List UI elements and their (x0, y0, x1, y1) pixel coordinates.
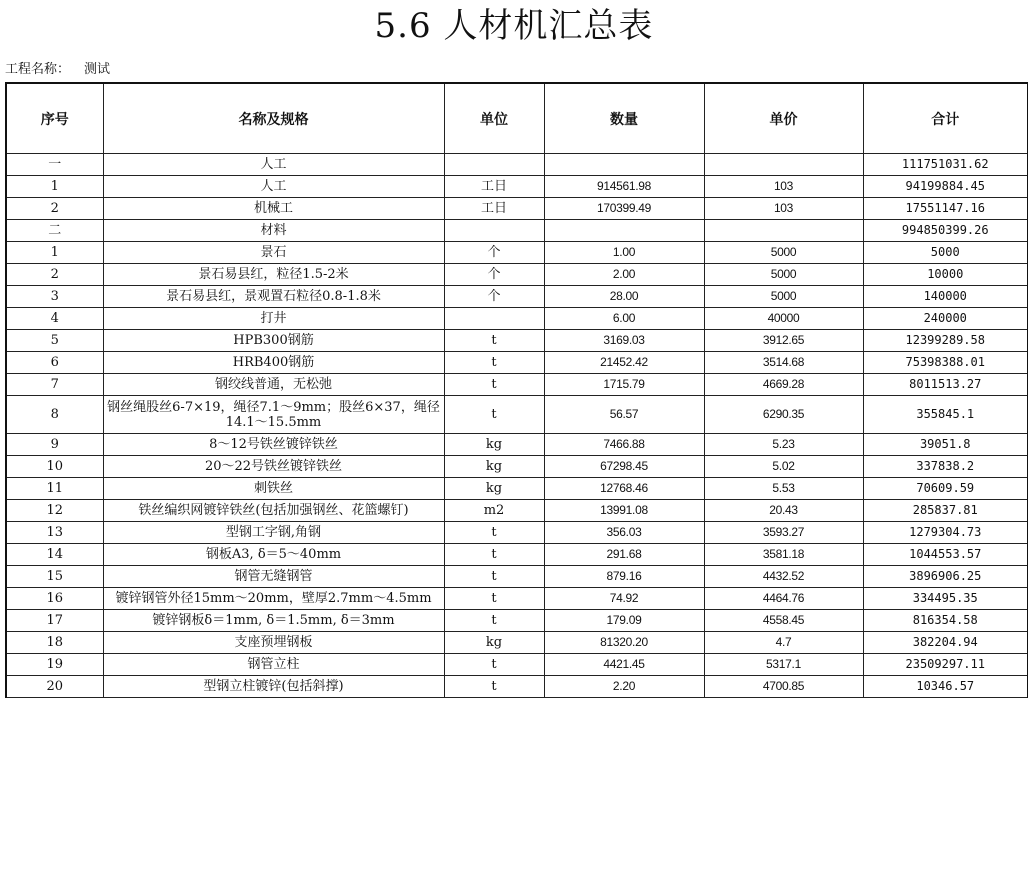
cell-unit-price: 6290.35 (704, 396, 863, 434)
project-name-label: 工程名称： (5, 62, 71, 77)
cell-unit: kg (444, 456, 544, 478)
cell-unit-price: 5317.1 (704, 654, 863, 676)
cell-index: 17 (6, 610, 103, 632)
cell-unit-price (704, 154, 863, 176)
cell-name-spec: 20～22号铁丝镀锌铁丝 (103, 456, 444, 478)
cell-name-spec: 景石 (103, 242, 444, 264)
cell-index: 16 (6, 588, 103, 610)
project-name-value: 测试 (84, 62, 111, 77)
cell-unit (444, 154, 544, 176)
header-unit: 单位 (444, 83, 544, 154)
cell-unit-price: 3514.68 (704, 352, 863, 374)
table-row (6, 676, 1028, 698)
cell-unit-price: 40000 (704, 308, 863, 330)
cell-unit-price: 5.23 (704, 434, 863, 456)
cell-total: 334495.35 (863, 588, 1028, 610)
cell-quantity: 6.00 (544, 308, 704, 330)
cell-total: 94199884.45 (863, 176, 1028, 198)
cell-quantity: 356.03 (544, 522, 704, 544)
cell-unit-price (704, 220, 863, 242)
cell-name-spec: 人工 (103, 154, 444, 176)
cell-unit-price: 103 (704, 198, 863, 220)
cell-index: 15 (6, 566, 103, 588)
cell-name-spec: 打井 (103, 308, 444, 330)
cell-unit-price: 4700.85 (704, 676, 863, 698)
cell-quantity: 3169.03 (544, 330, 704, 352)
cell-index: 11 (6, 478, 103, 500)
table-row (6, 352, 1028, 374)
table-row (6, 522, 1028, 544)
cell-index: 1 (6, 242, 103, 264)
cell-name-spec: 型钢工字钢,角钢 (103, 522, 444, 544)
cell-unit-price: 5.02 (704, 456, 863, 478)
cell-name-spec: 铁丝编织网镀锌铁丝(包括加强钢丝、花篮螺钉) (103, 500, 444, 522)
cell-unit: t (444, 330, 544, 352)
cell-name-spec: 材料 (103, 220, 444, 242)
cell-index: 一 (6, 154, 103, 176)
cell-quantity: 13991.08 (544, 500, 704, 522)
cell-index: 7 (6, 374, 103, 396)
cell-quantity: 1715.79 (544, 374, 704, 396)
cell-total: 1044553.57 (863, 544, 1028, 566)
cell-name-spec: HRB400钢筋 (103, 352, 444, 374)
cell-total: 111751031.62 (863, 154, 1028, 176)
cell-quantity: 21452.42 (544, 352, 704, 374)
cell-total: 285837.81 (863, 500, 1028, 522)
cell-total: 39051.8 (863, 434, 1028, 456)
cell-index: 18 (6, 632, 103, 654)
cell-index: 10 (6, 456, 103, 478)
cell-name-spec: 镀锌钢板δ＝1mm, δ＝1.5mm, δ＝3mm (103, 610, 444, 632)
cell-unit-price: 4669.28 (704, 374, 863, 396)
cell-index: 20 (6, 676, 103, 698)
cell-name-spec: 钢管无缝钢管 (103, 566, 444, 588)
cell-unit-price: 5000 (704, 286, 863, 308)
summary-table (5, 82, 1028, 698)
cell-unit-price: 20.43 (704, 500, 863, 522)
cell-unit-price: 5000 (704, 264, 863, 286)
cell-quantity: 291.68 (544, 544, 704, 566)
cell-total: 12399289.58 (863, 330, 1028, 352)
cell-index: 二 (6, 220, 103, 242)
cell-quantity: 179.09 (544, 610, 704, 632)
cell-unit-price: 3581.18 (704, 544, 863, 566)
cell-unit-price: 4432.52 (704, 566, 863, 588)
cell-total: 355845.1 (863, 396, 1028, 434)
cell-index: 14 (6, 544, 103, 566)
cell-unit-price: 5.53 (704, 478, 863, 500)
cell-quantity: 12768.46 (544, 478, 704, 500)
cell-name-spec: 8～12号铁丝镀锌铁丝 (103, 434, 444, 456)
cell-name-spec: 钢丝绳股丝6-7×19，绳径7.1～9mm；股丝6×37，绳径14.1～15.5mm (103, 396, 444, 434)
cell-total: 3896906.25 (863, 566, 1028, 588)
cell-unit: 工日 (444, 176, 544, 198)
cell-total: 75398388.01 (863, 352, 1028, 374)
cell-total: 337838.2 (863, 456, 1028, 478)
cell-quantity: 879.16 (544, 566, 704, 588)
table-row (6, 456, 1028, 478)
header-name-spec: 名称及规格 (103, 83, 444, 154)
cell-total: 17551147.16 (863, 198, 1028, 220)
cell-quantity: 67298.45 (544, 456, 704, 478)
table-row (6, 632, 1028, 654)
cell-total: 10346.57 (863, 676, 1028, 698)
page-title: 5.6 人材机汇总表 (374, 6, 654, 46)
table-row (6, 566, 1028, 588)
cell-name-spec: 钢管立柱 (103, 654, 444, 676)
table-row (6, 330, 1028, 352)
cell-unit: m2 (444, 500, 544, 522)
cell-total: 994850399.26 (863, 220, 1028, 242)
cell-unit: 工日 (444, 198, 544, 220)
cell-quantity: 56.57 (544, 396, 704, 434)
table-row (6, 220, 1028, 242)
cell-unit: 个 (444, 242, 544, 264)
cell-name-spec: 镀锌钢管外径15mm～20mm，壁厚2.7mm～4.5mm (103, 588, 444, 610)
cell-unit: 个 (444, 264, 544, 286)
table-row (6, 242, 1028, 264)
cell-total: 70609.59 (863, 478, 1028, 500)
cell-unit-price: 3593.27 (704, 522, 863, 544)
cell-unit: t (444, 566, 544, 588)
cell-unit-price: 4558.45 (704, 610, 863, 632)
cell-unit: t (444, 676, 544, 698)
cell-index: 12 (6, 500, 103, 522)
table-row (6, 176, 1028, 198)
cell-name-spec: 支座预埋钢板 (103, 632, 444, 654)
cell-unit: t (444, 522, 544, 544)
cell-quantity: 4421.45 (544, 654, 704, 676)
cell-total: 23509297.11 (863, 654, 1028, 676)
cell-index: 8 (6, 396, 103, 434)
header-total: 合计 (863, 83, 1028, 154)
cell-unit: t (444, 654, 544, 676)
cell-quantity: 1.00 (544, 242, 704, 264)
table-row (6, 396, 1028, 434)
cell-unit-price: 3912.65 (704, 330, 863, 352)
table-row (6, 286, 1028, 308)
cell-total: 8011513.27 (863, 374, 1028, 396)
cell-name-spec: HPB300钢筋 (103, 330, 444, 352)
cell-total: 10000 (863, 264, 1028, 286)
table-row (6, 610, 1028, 632)
table-row (6, 434, 1028, 456)
table-row (6, 588, 1028, 610)
cell-index: 4 (6, 308, 103, 330)
cell-unit (444, 308, 544, 330)
cell-index: 3 (6, 286, 103, 308)
table-row (6, 198, 1028, 220)
cell-total: 240000 (863, 308, 1028, 330)
cell-unit: t (444, 352, 544, 374)
cell-name-spec: 型钢立柱镀锌(包括斜撑) (103, 676, 444, 698)
cell-unit-price: 103 (704, 176, 863, 198)
table-body (6, 154, 1028, 698)
cell-index: 9 (6, 434, 103, 456)
cell-total: 140000 (863, 286, 1028, 308)
table-row (6, 374, 1028, 396)
cell-unit: t (444, 588, 544, 610)
table-row (6, 308, 1028, 330)
cell-quantity: 74.92 (544, 588, 704, 610)
table-row (6, 478, 1028, 500)
cell-name-spec: 钢绞线普通，无松弛 (103, 374, 444, 396)
cell-unit-price: 5000 (704, 242, 863, 264)
cell-unit-price: 4.7 (704, 632, 863, 654)
header-index: 序号 (6, 83, 103, 154)
cell-quantity: 2.00 (544, 264, 704, 286)
cell-quantity (544, 220, 704, 242)
cell-index: 2 (6, 198, 103, 220)
cell-index: 13 (6, 522, 103, 544)
cell-total: 382204.94 (863, 632, 1028, 654)
cell-unit: t (444, 396, 544, 434)
cell-index: 19 (6, 654, 103, 676)
cell-unit: kg (444, 478, 544, 500)
cell-total: 1279304.73 (863, 522, 1028, 544)
project-name-line (5, 62, 110, 78)
cell-quantity (544, 154, 704, 176)
header-unit-price: 单价 (704, 83, 863, 154)
cell-index: 5 (6, 330, 103, 352)
cell-unit: kg (444, 434, 544, 456)
cell-unit (444, 220, 544, 242)
cell-quantity: 81320.20 (544, 632, 704, 654)
cell-name-spec: 刺铁丝 (103, 478, 444, 500)
table-row (6, 654, 1028, 676)
table-row (6, 264, 1028, 286)
header-quantity: 数量 (544, 83, 704, 154)
cell-name-spec: 景石易县红，粒径1.5-2米 (103, 264, 444, 286)
cell-index: 2 (6, 264, 103, 286)
cell-quantity: 28.00 (544, 286, 704, 308)
cell-unit: kg (444, 632, 544, 654)
cell-unit-price: 4464.76 (704, 588, 863, 610)
table-row (6, 500, 1028, 522)
cell-unit: t (444, 374, 544, 396)
cell-unit: t (444, 544, 544, 566)
cell-unit: 个 (444, 286, 544, 308)
table-header-row (6, 83, 1028, 154)
cell-name-spec: 钢板A3, δ＝5～40mm (103, 544, 444, 566)
cell-index: 6 (6, 352, 103, 374)
cell-quantity: 2.20 (544, 676, 704, 698)
cell-total: 5000 (863, 242, 1028, 264)
cell-quantity: 7466.88 (544, 434, 704, 456)
cell-quantity: 170399.49 (544, 198, 704, 220)
cell-name-spec: 机械工 (103, 198, 444, 220)
cell-total: 816354.58 (863, 610, 1028, 632)
cell-quantity: 914561.98 (544, 176, 704, 198)
table-row (6, 544, 1028, 566)
cell-name-spec: 景石易县红，景观置石粒径0.8-1.8米 (103, 286, 444, 308)
cell-name-spec: 人工 (103, 176, 444, 198)
table-row (6, 154, 1028, 176)
cell-index: 1 (6, 176, 103, 198)
cell-unit: t (444, 610, 544, 632)
